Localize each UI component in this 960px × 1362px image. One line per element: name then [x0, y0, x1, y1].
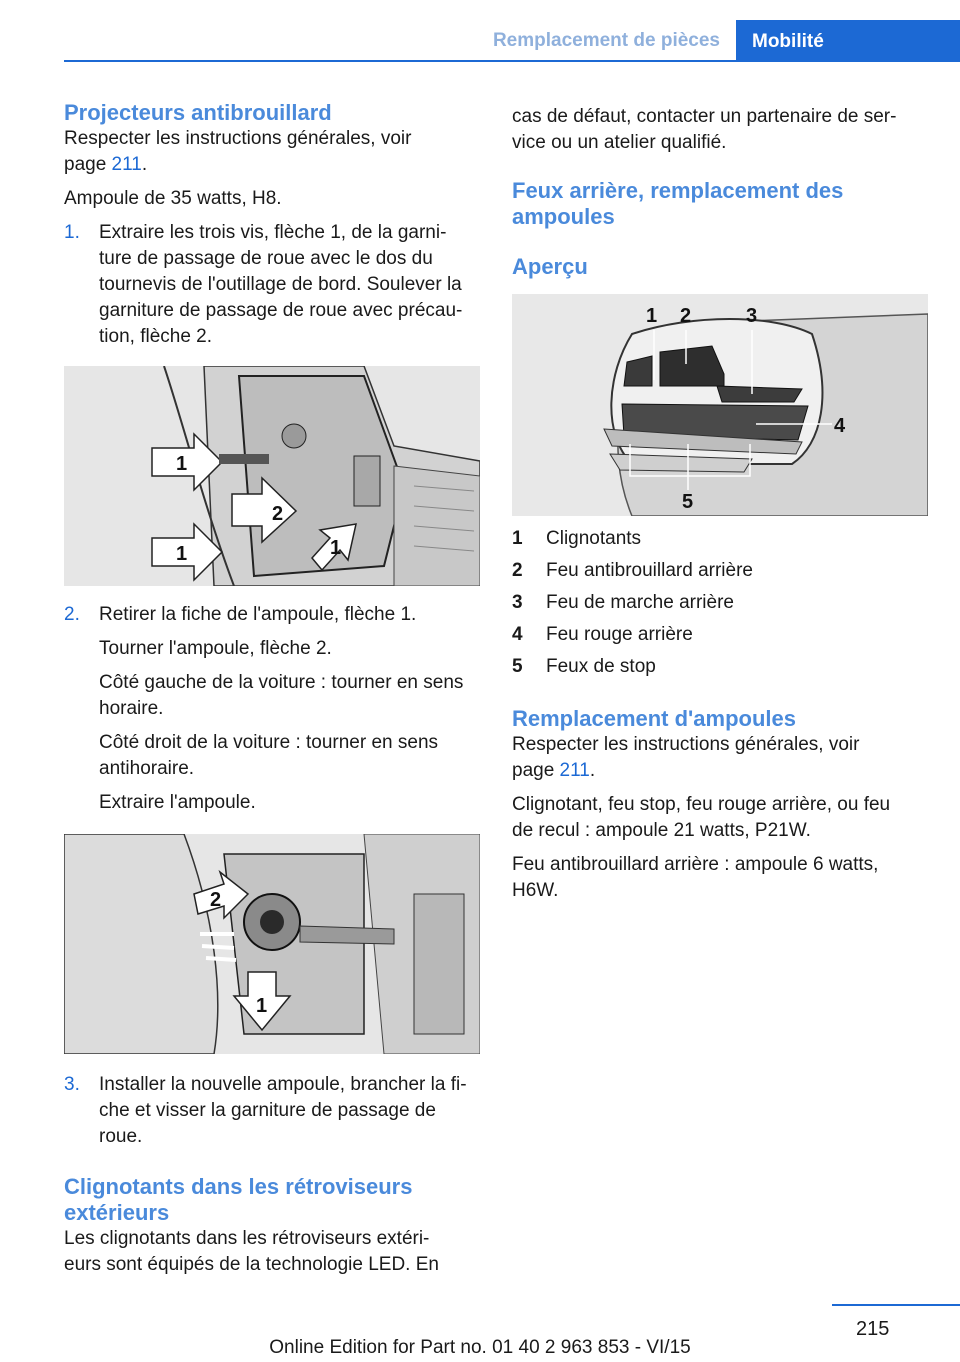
- mirror-text-cont-line1: cas de défaut, contacter un partenaire de ser-: [512, 106, 897, 127]
- bulb-spec-1-line1: Clignotant, feu stop, feu rouge arrière, ou feu: [512, 794, 891, 815]
- header-chapter-tab: [736, 20, 960, 62]
- heading-rear-lights-line2: ampoules: [512, 204, 615, 229]
- fig2-callout-2: 2: [210, 889, 222, 911]
- step-3-number: 3.: [64, 1074, 80, 1095]
- legend-row: [512, 622, 930, 654]
- bulb-intro-line1: Respecter les instructions générales, voir: [512, 734, 860, 755]
- step-1: [64, 220, 482, 350]
- legend-row: [512, 526, 930, 558]
- rear-light-illustration: [512, 294, 928, 516]
- step-2: [64, 602, 482, 816]
- legend-key: 3: [512, 592, 523, 613]
- step-1-line1: Extraire les trois vis, flèche 1, de la garni-: [99, 222, 447, 243]
- heading-bulb-replacement: Remplacement d'ampoules: [512, 706, 796, 731]
- step-1-line2: ture de passage de roue avec le dos du: [99, 248, 433, 269]
- bulb-removal-illustration: [64, 834, 480, 1054]
- heading-mirror-indicators-line2: extérieurs: [64, 1200, 170, 1225]
- fig3-callout-1: 1: [646, 305, 658, 327]
- step-1-number: 1.: [64, 222, 80, 243]
- heading-mirror-indicators-line1: Clignotants dans les rétroviseurs: [64, 1174, 413, 1199]
- left-column: [64, 100, 482, 1278]
- figure-wheel-arch-screws: [64, 366, 480, 586]
- step-3-line3: roue.: [99, 1126, 143, 1147]
- bulb-spec-2-line2: H6W.: [512, 880, 559, 901]
- page-link-211[interactable]: 211: [559, 760, 590, 781]
- bulb-spec-2-line1: Feu antibrouillard arrière : ampoule 6 watts,: [512, 854, 879, 875]
- figure-fog-bulb-removal: [64, 834, 480, 1054]
- fig1-callout-1c: 1: [330, 537, 342, 559]
- fog-intro-line2: [64, 152, 482, 178]
- bulb-intro-page-text: page: [512, 760, 560, 781]
- step-2-right-side-line1: Côté droit de la voiture : tourner en sens: [99, 732, 439, 753]
- legend-row: [512, 590, 930, 622]
- bulb-intro-line2: [512, 758, 930, 784]
- footer-rule: [832, 1304, 960, 1306]
- step-3: [64, 1072, 482, 1150]
- step-1-line5: tion, flèche 2.: [99, 326, 213, 347]
- fig2-callout-1: 1: [256, 995, 268, 1017]
- legend-key: 5: [512, 656, 523, 677]
- bulb-spec-1-line2: de recul : ampoule 21 watts, P21W.: [512, 820, 811, 841]
- legend-key: 4: [512, 624, 523, 645]
- fig3-callout-3: 3: [746, 305, 758, 327]
- heading-overview: Aperçu: [512, 254, 588, 279]
- page-number: 215: [856, 1318, 890, 1340]
- legend-value: Feux de stop: [546, 656, 656, 677]
- legend-key: 2: [512, 560, 523, 581]
- step-3-line2: che et visser la garniture de passage de: [99, 1100, 436, 1121]
- fog-intro-period: .: [141, 154, 148, 175]
- page-header: [0, 0, 960, 62]
- fig3-callout-2: 2: [680, 305, 692, 327]
- legend-key: 1: [512, 528, 523, 549]
- header-section-title: Remplacement de pièces: [492, 30, 720, 51]
- fog-intro-page-text: page: [64, 154, 112, 175]
- step-2-number: 2.: [64, 604, 80, 625]
- heading-fog-lights: Projecteurs antibrouillard: [64, 100, 332, 125]
- legend-row: [512, 654, 930, 686]
- step-2-left-side-line2: horaire.: [99, 698, 164, 719]
- mirror-text-line1: Les clignotants dans les rétroviseurs extéri-: [64, 1228, 430, 1249]
- step-3-line1: Installer la nouvelle ampoule, brancher la fi-: [99, 1074, 467, 1095]
- header-rule: [64, 60, 960, 62]
- step-1-line4: garniture de passage de roue avec précau-: [99, 300, 463, 321]
- fig1-callout-1b: 1: [176, 543, 188, 565]
- mirror-text-line2: eurs sont équipés de la technologie LED. En: [64, 1254, 439, 1275]
- legend-value: Feu antibrouillard arrière: [546, 560, 753, 581]
- fog-intro-line1: Respecter les instructions générales, voir: [64, 128, 412, 149]
- step-2-right-side-line2: antihoraire.: [99, 758, 195, 779]
- fig1-callout-1a: 1: [176, 453, 188, 475]
- rear-light-legend: [512, 526, 930, 686]
- legend-value: Clignotants: [546, 528, 642, 549]
- fig3-callout-5: 5: [682, 491, 694, 513]
- edition-footer: Online Edition for Part no. 01 40 2 963 853 - VI/15: [269, 1337, 691, 1358]
- legend-value: Feu de marche arrière: [546, 592, 734, 613]
- step-2-main: Retirer la fiche de l'ampoule, flèche 1.: [99, 604, 417, 625]
- right-column: [512, 104, 930, 904]
- legend-row: [512, 558, 930, 590]
- fig1-callout-2: 2: [272, 503, 284, 525]
- page-link-211[interactable]: 211: [111, 154, 142, 175]
- heading-rear-lights-line1: Feux arrière, remplacement des: [512, 178, 844, 203]
- fig3-callout-4: 4: [834, 415, 846, 437]
- wheel-arch-illustration: [64, 366, 480, 586]
- step-2-turn: Tourner l'ampoule, flèche 2.: [99, 638, 332, 659]
- mirror-text-cont-line2: vice ou un atelier qualifié.: [512, 132, 727, 153]
- bulb-intro-period: .: [589, 760, 596, 781]
- figure-rear-light-overview: [512, 294, 928, 516]
- legend-value: Feu rouge arrière: [546, 624, 693, 645]
- step-2-extract: Extraire l'ampoule.: [99, 792, 256, 813]
- step-1-line3: tournevis de l'outillage de bord. Soulever la: [99, 274, 462, 295]
- header-chapter-label: Mobilité: [752, 31, 824, 52]
- step-2-left-side-line1: Côté gauche de la voiture : tourner en sens: [99, 672, 464, 693]
- fog-bulb-spec: Ampoule de 35 watts, H8.: [64, 188, 282, 209]
